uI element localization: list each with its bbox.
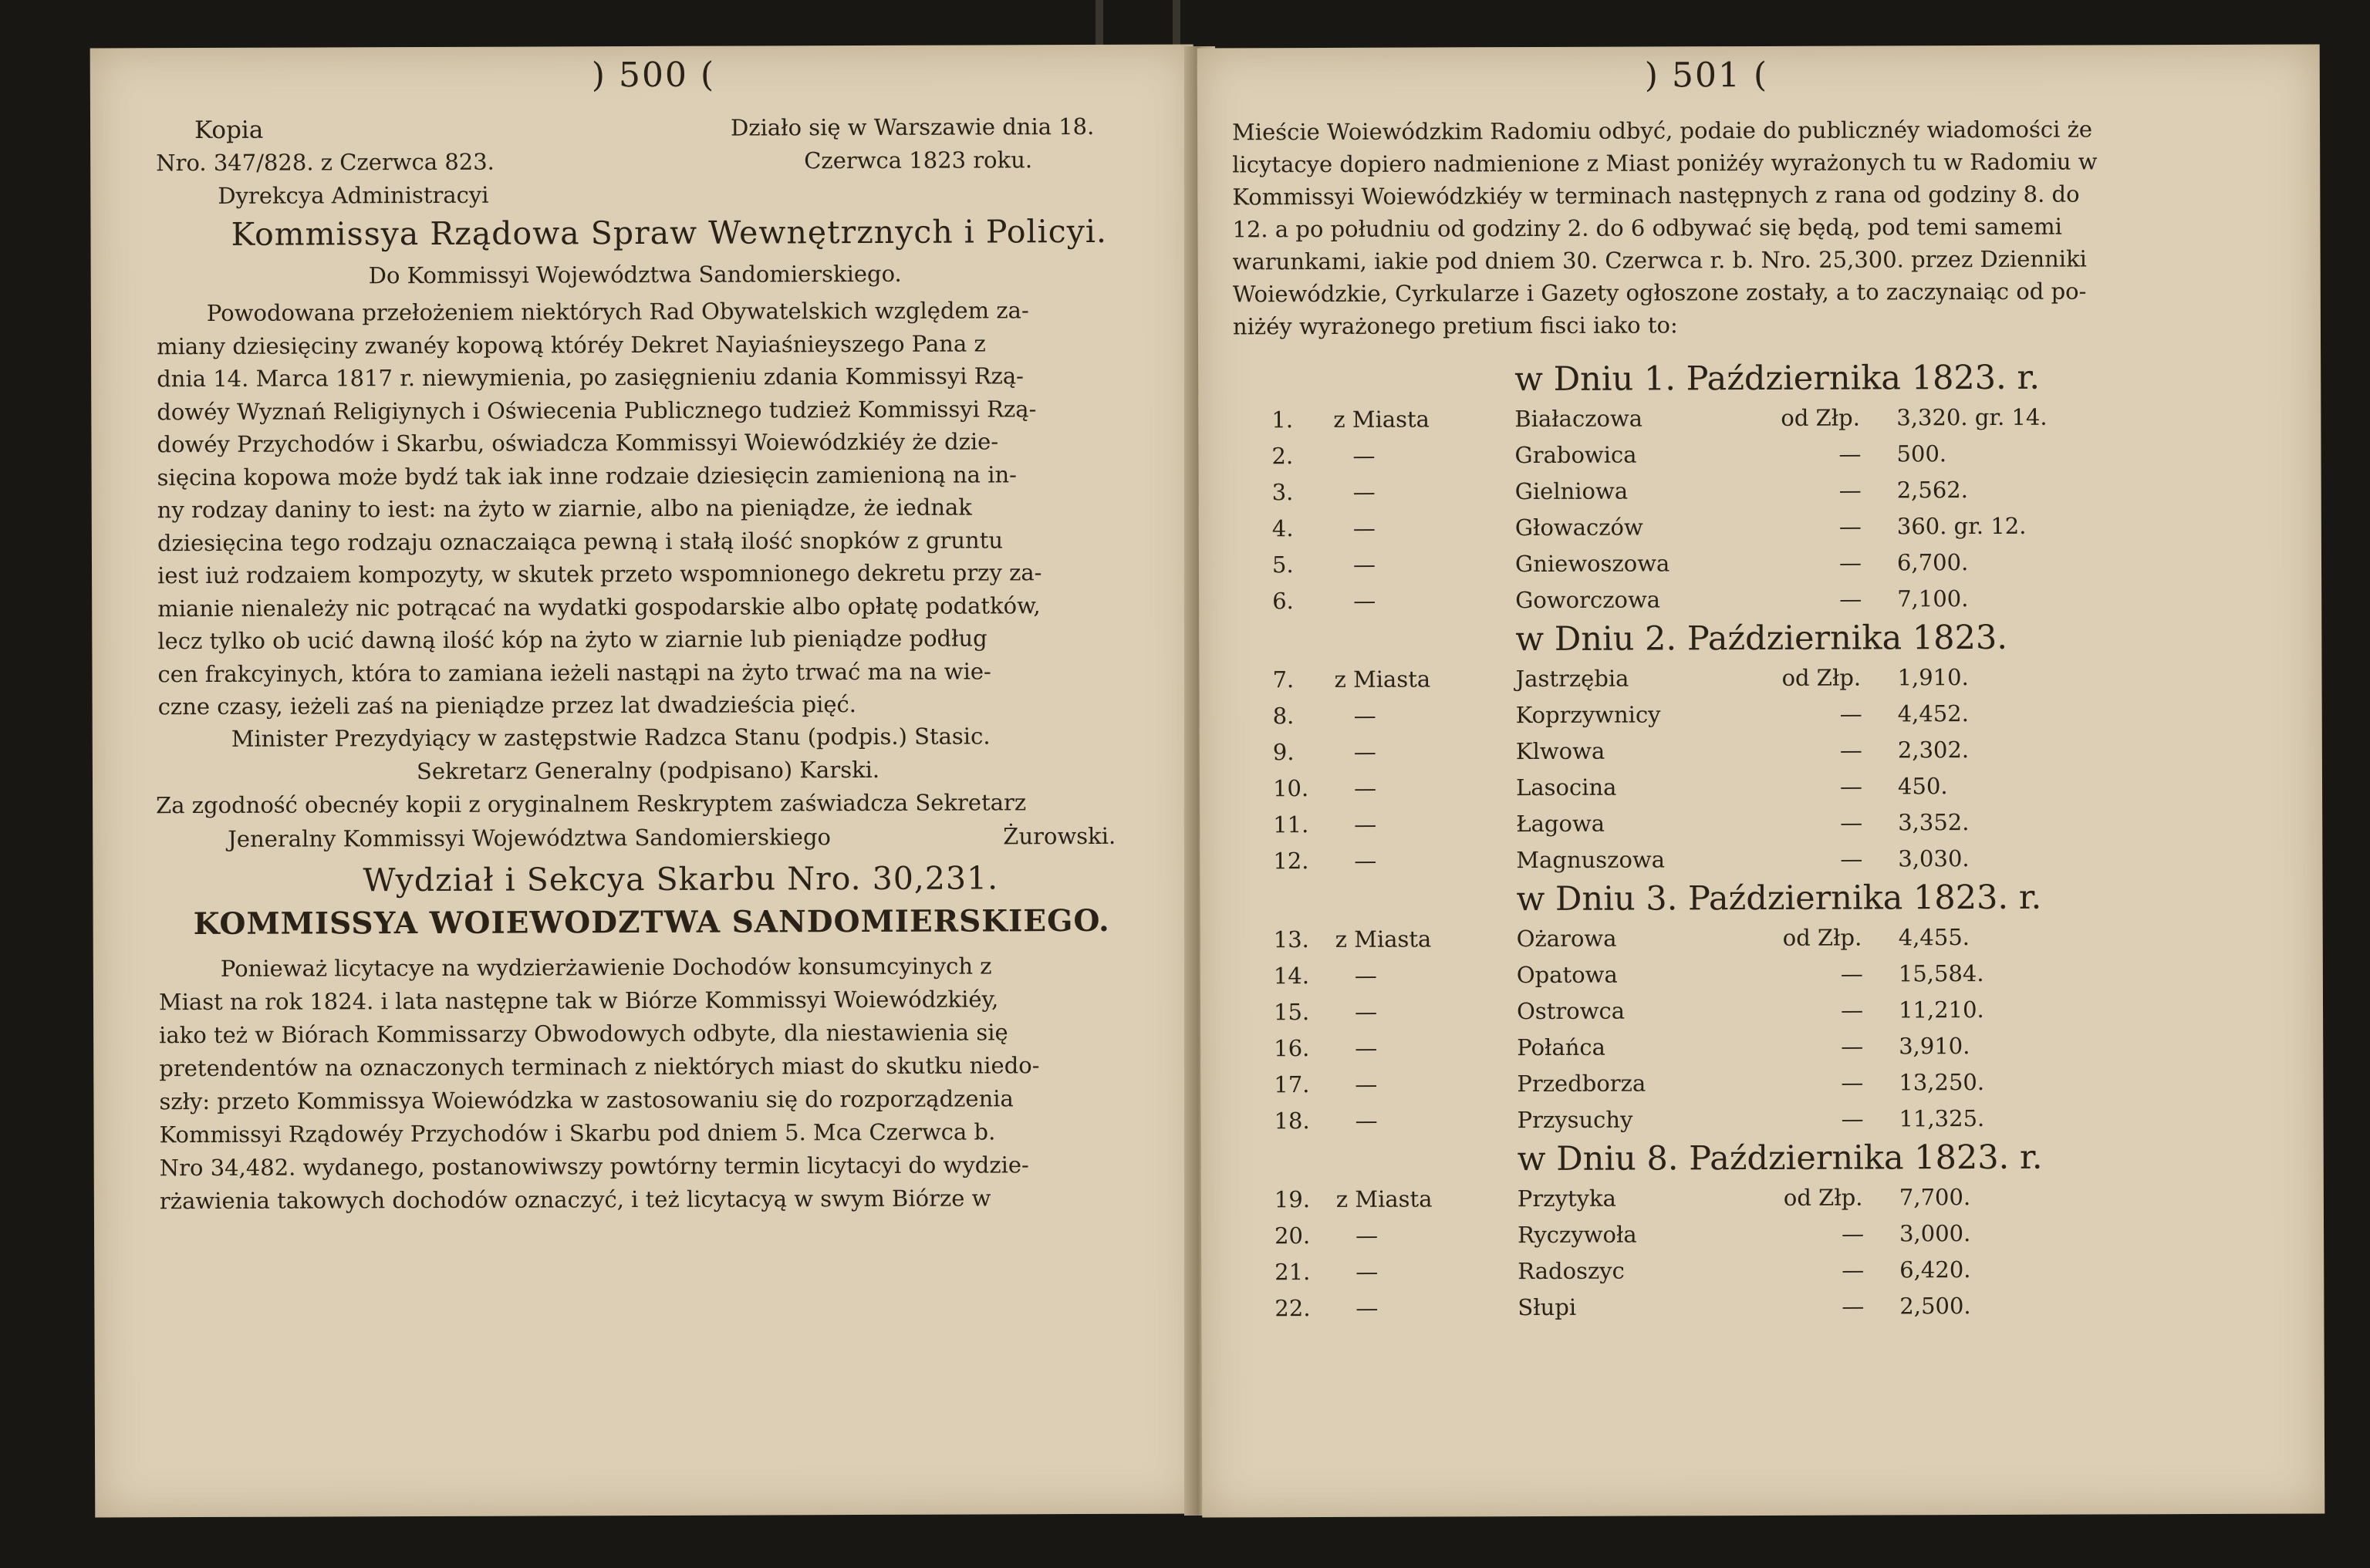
right-page — [1197, 44, 2325, 1517]
row-prefix: — — [1352, 442, 1376, 469]
date-heading: w Dniu 8. Października 1823. r. — [1517, 1138, 2043, 1179]
row-amount: 3,352. — [1898, 809, 1970, 836]
row-amount: 3,000. — [1899, 1220, 1971, 1247]
row-od: od Złp. — [1781, 664, 1862, 691]
left-page — [90, 45, 1199, 1518]
text-line: Kommissyi Woiewódzkiéy w terminach następnych z rana od godziny 8. do — [1232, 180, 2080, 211]
row-number: 14. — [1273, 963, 1310, 990]
row-amount: 2,302. — [1897, 737, 1970, 764]
row-prefix: z Miasta — [1333, 406, 1430, 433]
row-od: od Złp. — [1782, 924, 1862, 951]
row-prefix: — — [1355, 1034, 1378, 1061]
place-date: Działo się w Warszawie dnia 18. — [730, 113, 1095, 141]
text-line: ny rodzay daniny to iest: na żyto w ziarnie, albo na pieniądze, że iednak — [157, 494, 972, 524]
minister-signature: Minister Prezydyiący w zastępstwie Radzca Stanu (podpis.) Stasic. — [231, 723, 991, 752]
town-name: Klwowa — [1515, 737, 1605, 765]
text-line: iest iuż rodzaiem kompozyty, w skutek przeto wspomnionego dekretu przy za- — [157, 559, 1042, 589]
certification-line-2: Jeneralny Kommissyi Województwa Sandomierskiego — [228, 824, 832, 852]
row-amount: 11,210. — [1898, 996, 1984, 1023]
row-prefix: — — [1352, 551, 1376, 578]
row-prefix: — — [1352, 478, 1376, 505]
text-line: dnia 14. Marca 1817 r. niewymienia, po zasięgnieniu zdania Kommissyi Rzą- — [157, 362, 1024, 393]
certification-line: Za zgodność obecnéy kopii z oryginalnem Reskryptem zaświadcza Sekretarz — [156, 789, 1027, 819]
text-line: Mieście Woiewódzkim Radomiu odbyć, podaie do publicznéy wiadomości że — [1232, 116, 2093, 146]
row-od: — — [1839, 737, 1862, 764]
row-number: 12. — [1273, 848, 1309, 875]
addressee: Do Kommissyi Województwa Sandomierskiego. — [368, 260, 902, 289]
row-number: 18. — [1274, 1108, 1310, 1135]
row-amount: 7,100. — [1897, 585, 1969, 612]
row-od: — — [1838, 477, 1862, 504]
row-prefix: — — [1353, 587, 1376, 614]
town-name: Głowaczów — [1514, 514, 1643, 541]
row-prefix: — — [1355, 1107, 1378, 1134]
text-line: Nro 34,482. wydanego, postanowiwszy powtórny termin licytacyi do wydzie- — [159, 1152, 1029, 1182]
kopia-label: Kopia — [194, 116, 264, 145]
row-number: 21. — [1274, 1259, 1311, 1286]
row-amount: 1,910. — [1897, 664, 1969, 691]
text-line: warunkami, iakie pod dniem 30. Czerwca r. b. Nro. 25,300. przez Dzienniki — [1232, 245, 2087, 275]
row-prefix: — — [1354, 847, 1377, 874]
ministry-title: Kommissya Rządowa Spraw Wewnętrznych i Policyi. — [231, 212, 1108, 253]
text-line: sięcina kopowa może bydź tak iak inne rodzaie dziesięcin zamienioną na in- — [157, 460, 1017, 491]
row-number: 19. — [1274, 1186, 1311, 1213]
row-amount: 13,250. — [1899, 1068, 1985, 1096]
row-amount: 6,700. — [1896, 549, 1969, 576]
row-od: — — [1842, 1293, 1865, 1320]
row-prefix: — — [1353, 702, 1376, 729]
row-amount: 4,455. — [1898, 924, 1970, 951]
secretary-signature: Sekretarz Generalny (podpisano) Karski. — [416, 756, 880, 785]
text-line: niżéy wyrażonego pretium fisci iako to: — [1232, 312, 1678, 340]
row-number: 16. — [1274, 1035, 1310, 1062]
date-heading: w Dniu 2. Października 1823. — [1515, 618, 2008, 659]
row-od: — — [1842, 1256, 1865, 1283]
row-prefix: — — [1355, 1294, 1379, 1321]
town-name: Przedborza — [1517, 1070, 1646, 1098]
row-number: 7. — [1272, 666, 1295, 693]
text-line: Miast na rok 1824. i lata następne tak w Biórze Kommissyi Woiewódzkiéy, — [158, 986, 999, 1016]
commission-heading: KOMMISSYA WOIEWODZTWA SANDOMIERSKIEGO. — [193, 902, 1110, 942]
town-name: Łagowa — [1516, 810, 1605, 838]
text-line: czne czasy, ieżeli zaś na pieniądze przez lat dwadzieścia pięć. — [157, 691, 857, 720]
row-od: — — [1841, 1069, 1864, 1096]
row-od: — — [1841, 1105, 1864, 1132]
row-od: — — [1840, 845, 1863, 872]
row-amount: 7,700. — [1899, 1184, 1971, 1211]
row-amount: 360. gr. 12. — [1896, 512, 2027, 540]
row-prefix: — — [1354, 962, 1377, 989]
town-name: Opatowa — [1516, 961, 1618, 989]
town-name: Magnuszowa — [1516, 846, 1666, 874]
row-prefix: — — [1353, 738, 1376, 765]
text-line: dziesięcina tego rodzaju oznaczaiąca pewną i stałą ilość snopków z gruntu — [157, 526, 1004, 556]
town-name: Koprzywnicy — [1515, 701, 1661, 729]
text-line: szły: przeto Kommissya Woiewódzka w zastosowaniu się do rozporządzenia — [159, 1085, 1014, 1115]
town-name: Goworczowa — [1515, 586, 1661, 614]
row-amount: 6,420. — [1899, 1256, 1971, 1283]
row-amount: 4,452. — [1897, 700, 1970, 727]
row-prefix: — — [1354, 998, 1378, 1025]
row-od: — — [1840, 809, 1863, 836]
town-name: Przytyka — [1517, 1185, 1616, 1212]
row-amount: 500. — [1896, 440, 1947, 467]
row-amount: 11,325. — [1899, 1104, 1985, 1132]
town-name: Radoszyc — [1518, 1257, 1625, 1285]
town-name: Grabowica — [1514, 441, 1637, 469]
row-od: — — [1839, 773, 1863, 800]
row-od: — — [1840, 996, 1864, 1023]
row-number: 22. — [1274, 1295, 1311, 1322]
text-line: licytacye dopiero nadmienione z Miast poniżéy wyrażonych tu w Radomiu w — [1232, 148, 2098, 178]
row-od: — — [1840, 960, 1863, 987]
row-amount: 2,562. — [1896, 477, 1968, 504]
date-heading: w Dniu 1. Października 1823. r. — [1514, 358, 2041, 400]
row-prefix: — — [1355, 1258, 1379, 1285]
row-amount: 2,500. — [1899, 1293, 1971, 1320]
row-number: 6. — [1272, 588, 1294, 615]
row-amount: 3,030. — [1898, 845, 1970, 872]
row-prefix: — — [1354, 811, 1377, 838]
town-name: Jastrzębia — [1515, 665, 1629, 693]
page-number: ) 500 ( — [591, 55, 716, 96]
date-year: Czerwca 1823 roku. — [804, 147, 1033, 174]
text-line: mianie nienależy nic potrącać na wydatki gospodarskie albo opłatę podatków, — [157, 592, 1041, 622]
row-number: 15. — [1273, 999, 1310, 1026]
row-number: 10. — [1272, 775, 1309, 802]
text-line: Powodowana przełożeniem niektórych Rad Obywatelskich względem za- — [206, 297, 1029, 326]
row-od: — — [1839, 700, 1862, 727]
row-prefix: — — [1355, 1071, 1378, 1098]
department-heading: Wydział i Sekcya Skarbu Nro. 30,231. — [363, 859, 999, 899]
row-od: od Złp. — [1781, 404, 1860, 431]
town-name: Białaczowa — [1514, 405, 1643, 433]
row-prefix: — — [1353, 774, 1377, 801]
date-heading: w Dniu 3. Października 1823. r. — [1516, 878, 2042, 919]
row-amount: 450. — [1897, 773, 1948, 800]
text-line: 12. a po południu od godziny 2. do 6 odbywać się będą, pod temi samemi — [1232, 213, 2062, 243]
text-line: Kommissyi Rządowéy Przychodów i Skarbu pod dniem 5. Mca Czerwca b. — [159, 1118, 996, 1148]
row-number: 11. — [1273, 811, 1309, 838]
row-number: 9. — [1272, 739, 1295, 766]
row-amount: 15,584. — [1898, 959, 1984, 987]
row-number: 4. — [1271, 515, 1294, 542]
text-line: Ponieważ licytacye na wydzierżawienie Dochodów konsumcyinych z — [220, 953, 992, 982]
row-od: — — [1838, 549, 1862, 576]
row-amount: 3,910. — [1899, 1033, 1970, 1060]
row-amount: 3,320. gr. 14. — [1896, 403, 2048, 431]
town-name: Słupi — [1518, 1293, 1577, 1321]
text-line: Woiewódzkie, Cyrkularze i Gazety ogłoszone zostały, a to zaczynaiąc od po- — [1232, 278, 2087, 308]
row-od: — — [1838, 440, 1862, 467]
row-prefix: z Miasta — [1335, 1185, 1433, 1212]
row-prefix: — — [1352, 514, 1376, 541]
row-prefix: z Miasta — [1335, 926, 1432, 953]
row-number: 8. — [1272, 703, 1295, 730]
row-od: — — [1841, 1220, 1865, 1247]
row-number: 20. — [1274, 1222, 1311, 1249]
page-number: ) 501 ( — [1644, 55, 1769, 96]
row-number: 13. — [1273, 926, 1309, 953]
text-line: lecz tylko ob ucić dawną ilość kóp na żyto w ziarnie lub pieniądze podług — [157, 625, 988, 655]
town-name: Ryczywoła — [1517, 1221, 1637, 1249]
text-line: cen frakcyinych, która to zamiana ieżeli nastąpi na żyto trwać ma na wie- — [157, 657, 991, 687]
row-number: 17. — [1274, 1071, 1310, 1098]
text-line: rżawienia takowych dochodów oznaczyć, i też licytacyą w swym Biórze w — [159, 1185, 991, 1215]
dyrekcya-label: Dyrekcya Administracyi — [218, 181, 489, 209]
row-number: 1. — [1271, 406, 1294, 433]
town-name: Ożarowa — [1516, 925, 1617, 953]
text-line: iako też w Biórach Kommissarzy Obwodowych odbyte, dla niestawienia się — [159, 1019, 1008, 1049]
row-od: — — [1838, 513, 1862, 540]
row-od: — — [1839, 585, 1862, 612]
row-od: od Złp. — [1783, 1184, 1863, 1211]
town-name: Ostrowca — [1516, 997, 1626, 1025]
row-number: 3. — [1271, 479, 1294, 506]
town-name: Gniewoszowa — [1514, 550, 1670, 578]
text-line: dowéy Wyznań Religiynych i Oświecenia Publicznego tudzież Kommissyi Rzą- — [157, 395, 1037, 425]
row-prefix: — — [1355, 1222, 1379, 1249]
row-number: 5. — [1271, 551, 1294, 578]
document-number: Nro. 347/828. z Czerwca 823. — [156, 148, 495, 177]
text-line: pretendentów na oznaczonych terminach z niektórych miast do skutku niedo- — [159, 1052, 1040, 1082]
town-name: Przysuchy — [1517, 1106, 1633, 1134]
town-name: Gielniowa — [1514, 477, 1629, 505]
text-line: dowéy Przychodów i Skarbu, oświadcza Kommissyi Woiewódzkiéy że dzie- — [157, 428, 999, 458]
town-name: Lasocina — [1515, 774, 1617, 801]
town-name: Połańca — [1517, 1034, 1605, 1061]
row-od: — — [1841, 1033, 1864, 1060]
text-line: miany dziesięciny zwanéy kopową któréy Dekret Nayiaśnieyszego Pana z — [156, 329, 986, 359]
row-prefix: z Miasta — [1334, 666, 1431, 693]
zurowski-signature: Żurowski. — [1003, 822, 1116, 850]
row-number: 2. — [1271, 443, 1294, 470]
